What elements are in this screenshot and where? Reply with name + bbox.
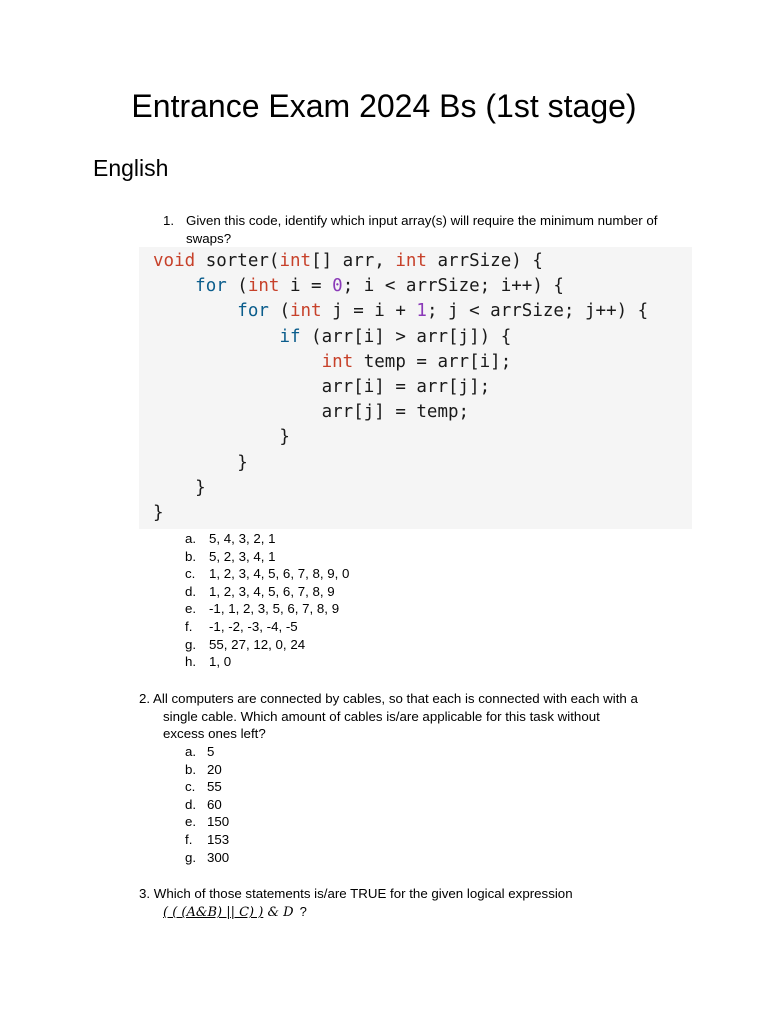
code-text <box>153 249 648 526</box>
expression-underlined-part: ( ( (A&B) || C) ) <box>163 905 264 920</box>
expression-rest: & D <box>263 905 294 920</box>
option-text: 1, 2, 3, 4, 5, 6, 7, 8, 9 <box>209 583 335 599</box>
option-text: -1, -2, -3, -4, -5 <box>209 618 298 634</box>
code-line: arr[i] = arr[j]; <box>153 377 491 398</box>
option-letter: e. <box>185 601 197 617</box>
logical-expression <box>163 903 307 922</box>
option-text: 55 <box>207 779 222 795</box>
option-letter: c. <box>185 566 196 582</box>
question-text-line: single cable. Which amount of cables is/are applicable for this task without <box>163 708 600 724</box>
option-text: 60 <box>207 796 222 812</box>
page-title: Entrance Exam 2024 Bs (1st stage) <box>131 88 637 124</box>
option-letter: g. <box>185 849 197 865</box>
code-line: } <box>153 477 206 498</box>
option-text: 5 <box>207 744 215 759</box>
question-text: Given this code, identify which input array(s) will require the minimum number of swaps? <box>186 213 658 246</box>
expression-question-mark: ? <box>299 904 307 919</box>
option-text: -1, 1, 2, 3, 5, 6, 7, 8, 9 <box>209 601 340 617</box>
question-text-line: 2. All computers are connected by cables, so that each is connected with each with a <box>139 691 638 706</box>
question-text-line: 3. Which of those statements is/are TRUE for the given logical expression <box>139 886 573 901</box>
section-heading: English <box>93 155 169 181</box>
option-text: 20 <box>207 761 222 777</box>
code-line: arr[j] = temp; <box>153 402 470 423</box>
code-line: void sorter(int[] arr, int arrSize) { <box>153 251 543 271</box>
question-number: 1. <box>163 213 175 228</box>
option-text: 1, 2, 3, 4, 5, 6, 7, 8, 9, 0 <box>209 566 350 582</box>
option-letter: d. <box>185 796 197 812</box>
option-text: 5, 4, 3, 2, 1 <box>209 531 276 546</box>
option-letter: g. <box>185 636 197 652</box>
code-line: for (int j = i + 1; j < arrSize; j++) { <box>237 301 649 322</box>
question-text-line: excess ones left? <box>163 726 266 742</box>
option-letter: a. <box>185 744 197 759</box>
code-line: } <box>153 427 290 448</box>
option-text: 5, 2, 3, 4, 1 <box>209 548 276 564</box>
option-text: 55, 27, 12, 0, 24 <box>209 636 306 652</box>
option-letter: f. <box>185 831 193 847</box>
code-block <box>139 247 692 529</box>
option-letter: f. <box>185 618 193 634</box>
option-letter: e. <box>185 814 197 830</box>
code-line: int temp = arr[i]; <box>321 351 512 372</box>
option-letter: d. <box>185 583 197 599</box>
option-letter: a. <box>185 531 197 546</box>
option-text: 1, 0 <box>209 654 232 670</box>
option-text: 150 <box>207 814 230 830</box>
option-letter: b. <box>185 548 197 564</box>
option-letter: b. <box>185 761 197 777</box>
option-letter: c. <box>185 779 196 795</box>
option-text: 300 <box>207 849 230 865</box>
code-line: } <box>153 503 164 524</box>
code-line: if (arr[i] > arr[j]) { <box>279 326 512 347</box>
code-line: for (int i = 0; i < arrSize; i++) { <box>195 276 564 297</box>
option-letter: h. <box>185 654 197 670</box>
option-text: 153 <box>207 831 230 847</box>
code-line: } <box>153 452 248 473</box>
